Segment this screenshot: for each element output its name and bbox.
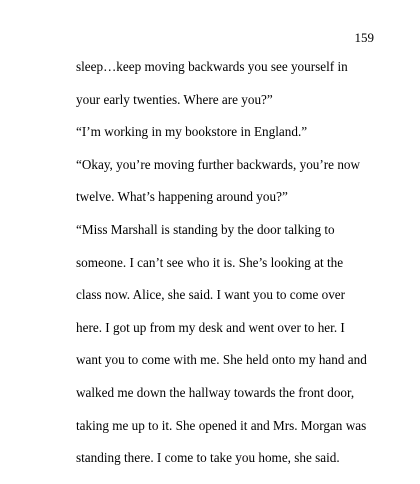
text-line: your early twenties. Where are you?” [76, 91, 273, 107]
text-line: sleep…keep moving backwards you see yourself in [76, 59, 348, 74]
text-line: “Okay, you’re moving further backwards, you’re now [76, 156, 361, 172]
text-line: taking me up to it. She opened it and Mrs. Morgan was [76, 417, 367, 433]
text-line: here. I got up from my desk and went over to her. I [76, 319, 345, 335]
text-line: someone. I can’t see who it is. She’s looking at the [76, 254, 344, 270]
text-line: “I’m working in my bookstore in England.” [76, 124, 308, 140]
body-text [76, 60, 366, 484]
page-number: 159 [354, 30, 374, 45]
text-line: twelve. What’s happening around you?” [76, 189, 288, 205]
text-line: class now. Alice, she said. I want you to come over [76, 287, 346, 303]
text-line: “Miss Marshall is standing by the door talking to [76, 221, 335, 237]
text-line: walked me down the hallway towards the front door, [76, 384, 355, 400]
text-line: standing there. I come to take you home, she said. [76, 450, 340, 466]
text-line: want you to come with me. She held onto my hand and [76, 352, 367, 368]
